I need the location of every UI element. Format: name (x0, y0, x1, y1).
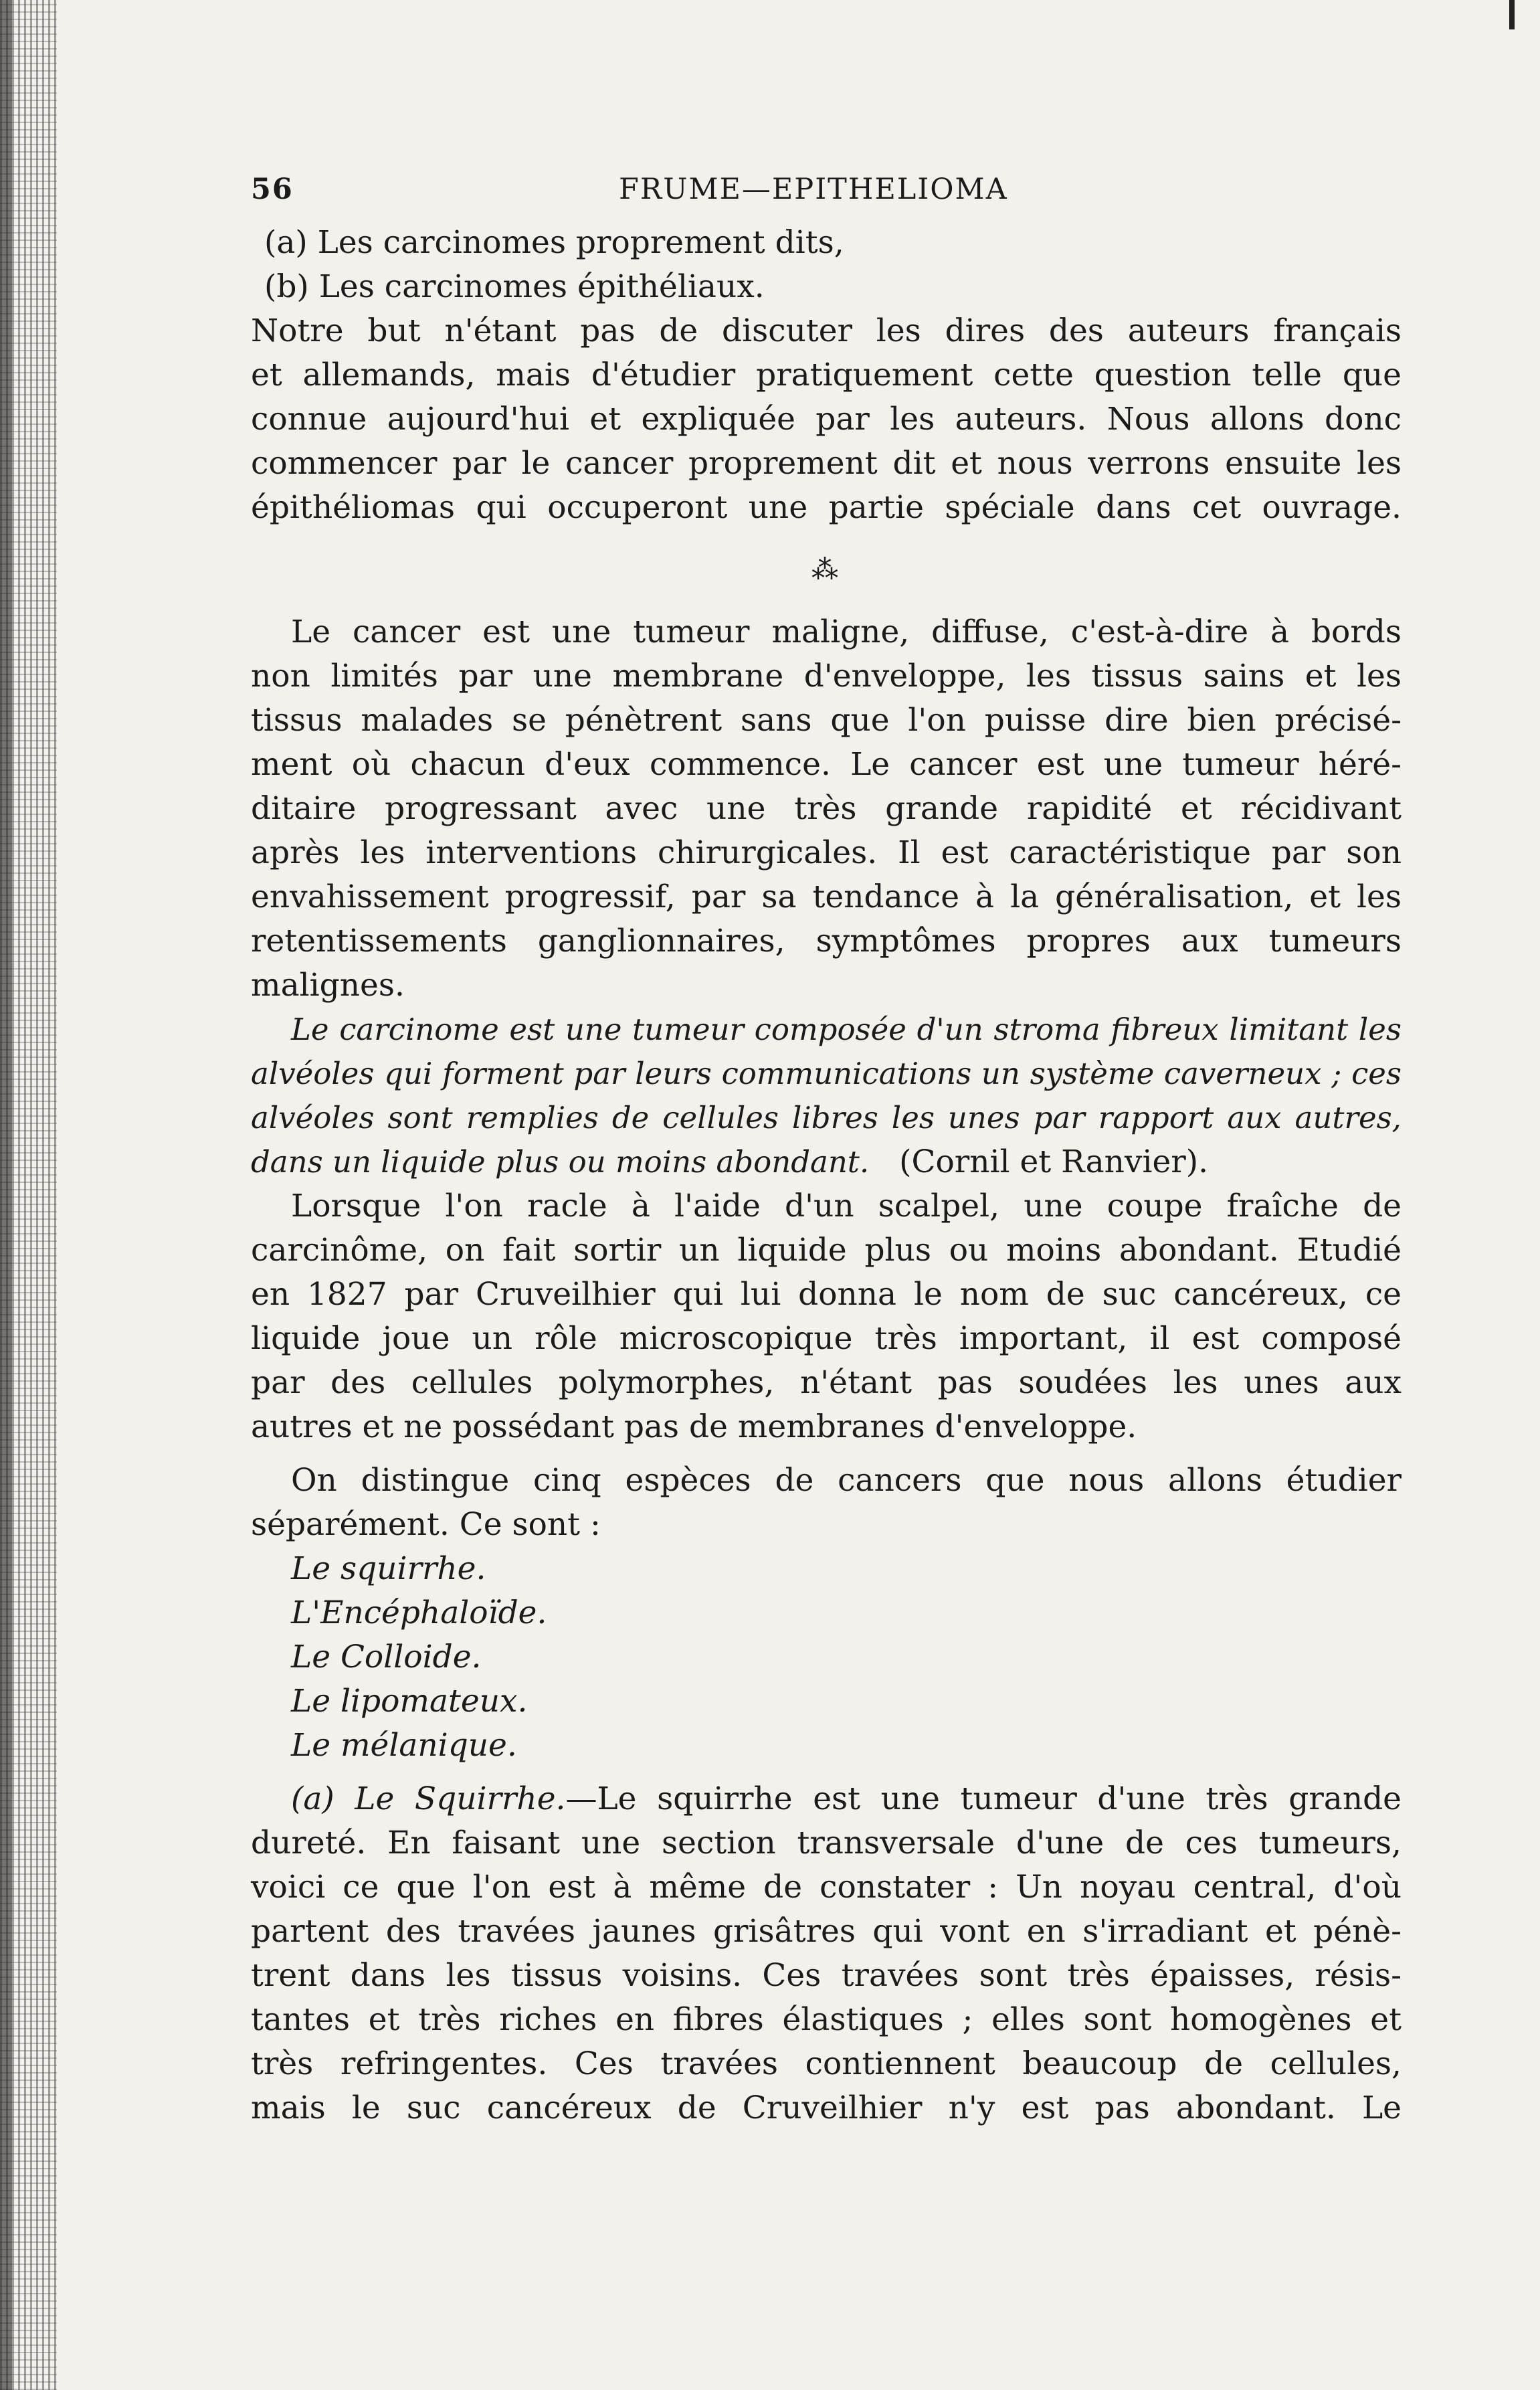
text-line: connue aujourd'hui et expliquée par les auteurs. Nous allons donc (251, 401, 1402, 438)
text-line: ditaire progressant avec une très grande rapidité et récidivant (251, 790, 1402, 827)
text-line: après les interventions chirurgicales. Il est caractéristique par son (251, 834, 1402, 871)
text-line: partent des travées jaunes grisâtres qui vont en s'irradiant et pénè- (251, 1913, 1402, 1950)
running-header (251, 161, 1402, 221)
text-line: très refringentes. Ces travées contiennent beaucoup de cellules, (251, 2045, 1402, 2082)
list-item: Le lipomateux. (291, 1683, 528, 1720)
text-line: Lorsque l'on racle à l'aide d'un scalpel, une coupe fraîche de (291, 1188, 1402, 1224)
quote-line: dans un liquide plus ou moins abondant. (251, 1144, 870, 1180)
text-line: commencer par le cancer proprement dit et nous verrons ensuite les (251, 445, 1402, 482)
quote-line: alvéoles qui forment par leurs communications un système caverneux ; ces (251, 1056, 1402, 1091)
text-line (251, 1777, 1402, 1821)
text-line: trent dans les tissus voisins. Ces travées sont très épaisses, résis- (251, 1957, 1402, 1994)
quote-last-line (251, 1140, 1402, 1184)
section-title: Le Squirrhe. (355, 1780, 566, 1817)
binding-edge (0, 0, 12, 2390)
text-line: tissus malades se pénètrent sans que l'on puisse dire bien précisé- (251, 702, 1402, 739)
paragraph-quote (251, 1008, 1402, 1184)
list-item: L'Encéphaloïde. (291, 1594, 547, 1631)
book-page (251, 161, 1402, 2130)
section-marker: (a) (291, 1780, 334, 1817)
text-line: en 1827 par Cruveilhier qui lui donna le nom de suc cancéreux, ce (251, 1276, 1402, 1313)
text-line: épithéliomas qui occuperont une partie spéciale dans cet ouvrage. (251, 489, 1402, 526)
text-segment: —Le squirrhe est une tumeur d'une très grande (565, 1780, 1402, 1817)
text-line: malignes. (251, 967, 405, 1004)
text-line: retentissements ganglionnaires, symptômes propres aux tumeurs (251, 923, 1402, 959)
text-line: Notre but n'étant pas de discuter les dires des auteurs français (251, 312, 1402, 349)
text-line: voici ce que l'on est à même de constater : Un noyau central, d'où (251, 1869, 1402, 1906)
text-line: On distingue cinq espèces de cancers que nous allons étudier (291, 1462, 1402, 1499)
text-line: et allemands, mais d'étudier pratiquement cette question telle que (251, 357, 1402, 393)
paragraph-intro (251, 309, 1402, 530)
text-line: séparément. Ce sont : (251, 1506, 601, 1543)
paragraph-suc (251, 1184, 1402, 1449)
quote-line: alvéoles sont remplies de cellules libres les unes par rapport aux autres, (251, 1100, 1402, 1135)
page-number: 56 (251, 173, 294, 206)
text-line: autres et ne possédant pas de membranes d'enveloppe. (251, 1408, 1137, 1445)
scan-mark (1509, 0, 1515, 29)
paragraph-definition (251, 610, 1402, 1008)
text-line: non limités par une membrane d'enveloppe, les tissus sains et les (251, 658, 1402, 695)
list-item: (a) Les carcinomes proprement dits, (264, 224, 844, 261)
paragraph-squirrhe (251, 1777, 1402, 2130)
text-line: ment où chacun d'eux commence. Le cancer est une tumeur héré- (251, 746, 1402, 783)
text-line: liquide joue un rôle microscopique très important, il est composé (251, 1320, 1402, 1357)
species-list (251, 1547, 1402, 1768)
text-line: Le cancer est une tumeur maligne, diffuse, c'est-à-dire à bords (291, 614, 1402, 650)
text-line: mais le suc cancéreux de Cruveilhier n'y est pas abondant. Le (251, 2090, 1402, 2126)
list-item: (b) Les carcinomes épithéliaux. (264, 268, 765, 305)
list-item: Le Colloide. (291, 1639, 482, 1675)
text-line: par des cellules polymorphes, n'étant pas soudées les unes aux (251, 1364, 1402, 1401)
list-item: Le mélanique. (291, 1727, 517, 1764)
carcinoma-types-list (251, 221, 1402, 309)
section-separator: ⁂ (811, 555, 841, 585)
paragraph-species (251, 1459, 1402, 1547)
text-line: dureté. En faisant une section transversale d'une de ces tumeurs, (251, 1825, 1402, 1861)
text-line: carcinôme, on fait sortir un liquide plus ou moins abondant. Etudié (251, 1232, 1402, 1269)
text-line: envahissement progressif, par sa tendance à la généralisation, et les (251, 879, 1402, 915)
quote-line: Le carcinome est une tumeur composée d'un stroma fibreux limitant les (291, 1012, 1402, 1047)
text-line: tantes et très riches en fibres élastiques ; elles sont homogènes et (251, 2001, 1402, 2038)
list-item: Le squirrhe. (291, 1550, 486, 1587)
running-title: FRUME—EPITHELIOMA (619, 173, 1008, 206)
quote-citation: (Cornil et Ranvier). (899, 1143, 1209, 1180)
